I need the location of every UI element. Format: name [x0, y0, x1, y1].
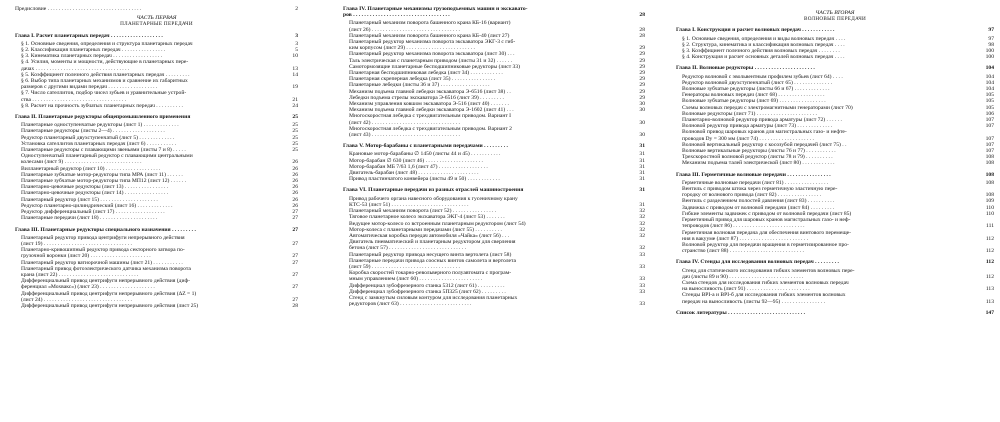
- entry-title: Планетарные редукторы (листы 2—4) . . . . . . . . . . . . . . . . . . .: [21, 128, 165, 135]
- entry-title: Планетарно-цевочные редукторы (лист 14) . . . . . . . . . . . . . . . .: [21, 190, 169, 197]
- entry-title: тепроводов (лист 86) . . . . . . . . . . . . . . . . . . . . . . . . . .: [682, 223, 805, 230]
- toc-entry: [15, 303, 298, 309]
- entry-page: 110: [985, 210, 994, 217]
- toc-column-3: [676, 6, 994, 318]
- entry-title: Механизм подъема талей электрической (лист 80) . . . . . . . . . . . .: [682, 160, 835, 167]
- entry-title: Планетарные зубчатые мотор-редукторы типа МП12 (лист 12) . . . . . .: [21, 178, 187, 185]
- entry-page: 108: [985, 192, 994, 199]
- entry-page: 27: [292, 284, 298, 291]
- part-name: ВОЛНОВЫЕ ПЕРЕДАЧИ: [803, 16, 867, 23]
- toc-list: [15, 122, 298, 221]
- entry-title: Трехскоростной волновой редуктор (листы 78 и 79) . . . . . . . . . .: [682, 154, 833, 161]
- entry-title: Планетарная бесподшипниковая лебедка (лист 34) . . . . . . . . . . . .: [349, 70, 503, 77]
- entry-title: Планетарные лебедки (листы 36 и 37) . . . . . . . . . . . . . . . . . .: [349, 82, 490, 89]
- entry-title: Планетарный редуктор привода несущего винта вертолета (лист 58): [349, 251, 512, 258]
- chapter-heading: [15, 114, 298, 120]
- entry-title: (лист 19) . . . . . . . . . . . . . . . . . . . . . . . . . . . . . . . .: [21, 240, 132, 247]
- entry-page: 29: [639, 57, 645, 64]
- part-name: ПЛАНЕТАРНЫЕ ПЕРЕДАЧИ: [120, 21, 193, 28]
- entry-title: Глава IV. Стенды для исследования волновых передач . . . . . . . . .: [676, 259, 839, 266]
- entry-title: Герметичная волновая передача для обеспечения винтового перемеще-: [682, 229, 851, 236]
- entry-title: Установка сателлитов планетарных передач (лист 6) . . . . . . . . . . .: [21, 140, 177, 147]
- entry-title: Стенд с замкнутым силовым контуром для исследования планетарных: [349, 294, 518, 301]
- toc-entry: [15, 103, 298, 109]
- entry-title: Герметичный привод для шаровых кранов магистральных газо- и неф-: [682, 217, 851, 224]
- entry-page: 29: [639, 45, 645, 52]
- entry-page: 33: [639, 301, 645, 308]
- entry-page: 30: [639, 107, 645, 114]
- entry-page: 31: [639, 201, 645, 208]
- entry-page: 5: [295, 47, 298, 54]
- entry-page: 3: [295, 40, 298, 47]
- entry-page: 108: [985, 171, 994, 178]
- entry-title: Редуктор волновой двухступенчатый (лист 65) . . . . . . . . . . . . . .: [682, 79, 832, 86]
- entry-page: 33: [639, 276, 645, 283]
- entry-title: § 4. Конструкция и расчет основных деталей волновых передач . . . .: [682, 54, 845, 61]
- entry-page: 31: [639, 170, 645, 177]
- chapter-heading: [676, 27, 994, 33]
- entry-title: Многоскоростная лебедка с трехдвигательным приводом. Вариант 2: [349, 125, 512, 132]
- chapter-heading-continued: [343, 12, 645, 18]
- entry-page: 100: [985, 48, 994, 55]
- entry-page: 113: [985, 298, 994, 305]
- entry-title: Глава I. Конструкция и расчет волновых передач . . . . . . . . . . . .: [676, 27, 835, 34]
- part-title: ЧАСТЬ ПЕРВАЯ: [136, 15, 177, 22]
- entry-title: Редуктор волновой с эвольвентным профилем зубьев (лист 64) . . . .: [682, 73, 843, 80]
- entry-title: Глава V. Мотор-барабаны с планетарными передачами . . . . . . . . .: [343, 143, 508, 150]
- entry-title: Редуктор планетарно-цилиндрический (лист 16) . . . . . . . . . . . . .: [21, 202, 173, 209]
- entry-title: Мотор-колеса с планетарными передачами (лист 55) . . . . . . . . . .: [349, 226, 502, 233]
- entry-page: 26: [292, 159, 298, 166]
- entry-title: § 2. Классификация планетарных передач . . . . . . . . . . . . . . . .: [21, 47, 166, 54]
- entry-title: Глава III. Герметичные волновые передачи . . . . . . . . . . . . . . . .: [676, 171, 831, 178]
- entry-title: Мотор-барабан МБ 7/63 1,6 (лист 47) . . . . . . . . . . . . . . . . . .: [349, 163, 488, 170]
- entry-title: (лист 26) . . . . . . . . . . . . . . . . . . . . . . . . . . . . . . . .: [349, 26, 460, 33]
- chapter-heading: [676, 259, 994, 265]
- entry-title: Двигатель-барабан (лист 48) . . . . . . . . . . . . . . . . . . . . . .: [349, 170, 479, 177]
- entry-title: Крановые мотор-барабаны ∅ 1450 (листы 44 и 45) . . . . . . . . . . .: [349, 151, 501, 158]
- entry-page: 107: [985, 148, 994, 155]
- entry-page: 28: [639, 26, 645, 33]
- entry-page: 13: [292, 65, 298, 72]
- entry-title: дачах . . . . . . . . . . . . . . . . . . . . . . . . . . . . . . . . . .: [21, 65, 130, 72]
- entry-page: 109: [985, 198, 994, 205]
- entry-title: Привод рабочего органа навесного оборудования к гусеничному крану: [349, 195, 518, 202]
- entry-page: 31: [639, 187, 645, 194]
- entry-title: проводов Dу = 300 мм (лист 74) . . . . . . . . . . . . . . . . . . . .: [682, 135, 814, 142]
- toc-entry: [343, 132, 645, 138]
- entry-title: (лист 24) . . . . . . . . . . . . . . . . . . . . . . . . . . . . . . . .: [21, 296, 132, 303]
- entry-title: Планетарный привод фотоэлектрического датчика механизма поворота: [21, 265, 191, 272]
- entry-title: Волновые зубчатые редукторы (лист 69) . . . . . . . . . . . . . . . . .: [682, 98, 826, 105]
- entry-page: 26: [292, 171, 298, 178]
- entry-title: Планетарный механизм поворота (лист 52) . . . . . . . . . . . . . . . .: [349, 208, 497, 215]
- entry-page: 32: [639, 208, 645, 215]
- entry-page: 105: [985, 98, 994, 105]
- toc-entry: [343, 301, 645, 307]
- chapter-heading: [15, 227, 298, 233]
- toc-entry: [676, 160, 994, 166]
- entry-page: 31: [639, 151, 645, 158]
- entry-title: § 3. Кинематика планетарных передач . . . . . . . . . . . . . . . . . .: [21, 53, 163, 60]
- toc-entry: [676, 54, 994, 60]
- entry-page: 30: [639, 132, 645, 139]
- entry-title: Таль электрическая с планетарным приводом (листы 31 и 32) . . . . . .: [349, 57, 513, 64]
- toc-list: [676, 268, 994, 305]
- toc-entry-preface: [15, 6, 298, 12]
- entry-title: Автоматическая коробка передач автомобиля «Чайка» (лист 56) . . .: [349, 232, 510, 239]
- entry-title: Планетарные зубчатые мотор-редукторы типа МРА (лист 11) . . . . . .: [21, 171, 183, 178]
- entry-page: 27: [292, 240, 298, 247]
- entry-page: 28: [639, 12, 645, 19]
- entry-page: 112: [985, 235, 994, 242]
- entry-title: Схема стендов для исследования гибких элементов волновых передач: [682, 279, 849, 286]
- entry-title: ференциал «Мохвакс») (лист 23) . . . . . . . . . . . . . . . . . . . .: [21, 284, 155, 291]
- entry-title: бетона (лист 57) . . . . . . . . . . . . . . . . . . . . . . . . . . . .: [349, 245, 467, 252]
- entry-page: 147: [985, 309, 994, 316]
- entry-page: 107: [985, 141, 994, 148]
- toc-list: [676, 74, 994, 167]
- entry-title: Планетарный механизм поворота башенного крана КБ-40 (лист 27): [349, 32, 510, 39]
- entry-page: 97: [988, 35, 994, 42]
- entry-page: 106: [985, 110, 994, 117]
- entry-title: Глава II. Планетарные редукторы общепромышленного применения: [15, 114, 191, 121]
- part-title: ЧАСТЬ ВТОРАЯ: [815, 10, 855, 16]
- entry-page: 104: [985, 79, 994, 86]
- toc-list: [343, 196, 645, 308]
- entry-title: § 7. Число сателлитов, подбор чисел зубьев и уравнительные устрой-: [21, 90, 187, 97]
- toc-list: [15, 41, 298, 109]
- entry-page: 26: [292, 165, 298, 172]
- entry-page: 29: [639, 51, 645, 58]
- entry-page: 25: [292, 147, 298, 154]
- entry-page: 3: [295, 32, 298, 39]
- entry-title: Стенд для статического исследования гибких элементов волновых пере-: [682, 267, 855, 274]
- entry-page: 27: [292, 215, 298, 222]
- entry-title: § 8. Расчет на прочность зубчатых планетарных передач . . . . . . . . . .: [21, 102, 183, 109]
- entry-page: 104: [985, 86, 994, 93]
- entry-title: Дифференциал зубофрезерного станка 5312 (лист 61) . . . . . . . . . .: [349, 282, 505, 289]
- entry-title: Дифференциальный привод центрифуги непрерывного действия (ΔZ = 1): [21, 290, 197, 297]
- entry-title: (лист 59) . . . . . . . . . . . . . . . . . . . . . . . . . . . . . . . .: [349, 263, 460, 270]
- entry-page: 27: [292, 253, 298, 260]
- entry-title: дач (листы 89 и 90) . . . . . . . . . . . . . . . . . . . . . . . . . . .: [682, 273, 804, 280]
- toc-entry-literature: [676, 310, 994, 316]
- entry-title: Стенды ВРI-а и ВРI-б для исследования гибких элементов волновых: [682, 292, 846, 299]
- entry-page: 2: [295, 6, 298, 12]
- entry-title: § 6. Выбор типа планетарных механизмов и сравнение их габаритных: [21, 78, 188, 85]
- entry-page: 108: [985, 179, 994, 186]
- entry-page: 29: [639, 82, 645, 89]
- entry-title: Волновой редуктор привода арматуры (лист 73) . . . . . . . . . . . . .: [682, 123, 833, 130]
- entry-title: передач на выносливость (листы 92—95) . . . . . . . . . . . . . . . .: [682, 298, 826, 305]
- entry-page: 26: [292, 190, 298, 197]
- chapter-heading: [343, 187, 645, 193]
- entry-title: Планетарные редукторы с плавающими звеньями (листы 7 и 8) . . . . .: [21, 147, 186, 154]
- entry-page: 105: [985, 104, 994, 111]
- entry-title: Список литературы . . . . . . . . . . . . . . . . . . . . . . . . . . . .: [676, 309, 806, 316]
- entry-title: Герметичные волновые передачи (лист 81) . . . . . . . . . . . . . . . .: [682, 179, 829, 186]
- toc-entry: [676, 299, 994, 305]
- entry-page: 26: [292, 178, 298, 185]
- entry-title: Редуктор дифференциальный (лист 17) . . . . . . . . . . . . . . . . . .: [21, 209, 165, 216]
- entry-page: 26: [292, 184, 298, 191]
- entry-page: 32: [639, 232, 645, 239]
- entry-page: 113: [985, 286, 994, 293]
- toc-list: [343, 151, 645, 182]
- entry-title: Одноступенчатый планетарный редуктор с плавающими центральными: [21, 153, 193, 160]
- entry-page: 112: [985, 248, 994, 255]
- toc-list: [15, 235, 298, 309]
- entry-title: Схемы волновых передач с электромагнитными генераторами (лист 70): [682, 104, 853, 111]
- entry-page: 25: [292, 122, 298, 129]
- entry-page: 25: [292, 114, 298, 121]
- entry-title: (лист 42) . . . . . . . . . . . . . . . . . . . . . . . . . . . . . . . .: [349, 119, 460, 126]
- entry-title: Ведущее мотор-колесо со встроенным планетарным редуктором (лист 54): [349, 220, 526, 227]
- entry-page: 27: [292, 209, 298, 216]
- entry-title: Редуктор планетарный двухступенчатый (лист 5) . . . . . . . . . . . . .: [21, 134, 175, 141]
- entry-page: 10: [292, 53, 298, 60]
- entry-title: § 4. Усилия, моменты и мощности, действующие в планетарных пере-: [21, 59, 189, 66]
- entry-title: Вилланетарный редуктор (лист 10) . . . . . . . . . . . . . . . . . . . .: [21, 165, 161, 172]
- entry-page: 31: [639, 157, 645, 164]
- entry-title: Планетарный редуктор привода центрифуги непрерывного действия: [21, 234, 185, 241]
- entry-page: 105: [985, 92, 994, 99]
- entry-title: ства . . . . . . . . . . . . . . . . . . . . . . . . . . . . . . . . . .: [21, 96, 127, 103]
- entry-title: Планетарные передачи привода соосных винтов самолета и вертолета: [349, 257, 516, 264]
- entry-page: 26: [292, 196, 298, 203]
- entry-title: Планетарные одноступенчатые редукторы (лист 1) . . . . . . . . . . . . .: [21, 122, 179, 129]
- entry-page: 29: [639, 88, 645, 95]
- entry-title: мным управлением (лист 60) . . . . . . . . . . . . . . . . . . . . . . .: [349, 276, 483, 283]
- entry-title: § 2. Структура, кинематика и классификация волновых передач . . . .: [682, 41, 845, 48]
- toc-entry: [343, 176, 645, 182]
- entry-page: 108: [985, 160, 994, 167]
- entry-page: 27: [292, 259, 298, 266]
- entry-title: Волновой вертикальный редуктор с косозубой передачей (лист 75) . .: [682, 141, 847, 148]
- entry-page: 29: [639, 94, 645, 101]
- entry-page: 107: [985, 123, 994, 130]
- entry-page: 27: [292, 226, 298, 233]
- entry-title: Планетарный редуктор ватиорочной машины (лист 21) . . . . . . . . . . .: [21, 259, 183, 266]
- entry-title: Механизм управления ковшом экскаватора Э-516 (лист 40) . . . . . . .: [349, 101, 509, 108]
- entry-page: 104: [985, 65, 994, 72]
- entry-title: Планетарно-кривошипный редуктор привода секторного затвора по-: [21, 247, 185, 254]
- entry-title: Глава III. Планетарные редукторы специального назначения . . . . . . . . .: [15, 226, 196, 233]
- entry-title: § 5. Коэффициент полезного действия планетарных передач . . . . . . . . .: [21, 71, 190, 78]
- entry-page: 27: [292, 271, 298, 278]
- entry-page: 112: [985, 259, 994, 266]
- entry-page: 14: [292, 71, 298, 78]
- entry-title: § 1. Основные сведения, определения и структура планетарных передач: [21, 40, 193, 47]
- entry-title: Вентиль с приводом штока через герметичную эластичную пере-: [682, 186, 838, 193]
- entry-title: на выносливость (лист 91) . . . . . . . . . . . . . . . . . . . . . . .: [682, 286, 810, 293]
- chapter-heading: [15, 33, 298, 39]
- entry-title: Дифференциальный привод центрифуги непрерывного действия (лист 25): [21, 302, 199, 309]
- entry-title: Волновые зубчатые редукторы (листы 66 и 67) . . . . . . . . . . . . .: [682, 86, 830, 93]
- entry-title: Тяговое планетарное колесо экскаватора ЭКГ-4 (лист 53) . . . . . . .: [349, 214, 505, 221]
- entry-page: 33: [639, 263, 645, 270]
- toc-entry: [676, 248, 994, 254]
- entry-title: колесами (лист 9) . . . . . . . . . . . . . . . . . . . . . . . . . . . .: [21, 159, 142, 166]
- entry-page: 97: [988, 27, 994, 34]
- entry-page: 28: [639, 32, 645, 39]
- entry-page: 29: [639, 70, 645, 77]
- entry-title: Привод пластинчатого конвейера (листы 49 и 50) . . . . . . . . . . . .: [349, 176, 500, 183]
- toc-column-1: [15, 6, 298, 309]
- entry-page: 21: [292, 96, 298, 103]
- entry-title: Вентиль с разделением полостей давления (лист 83) . . . . . . . . . .: [682, 198, 835, 205]
- entry-title: Волновые вертикальные редукторы (листы 76 и 77) . . . . . . . . . . .: [682, 148, 836, 155]
- entry-page: 29: [639, 76, 645, 83]
- entry-title: Планетарный редуктор механизма поворота экскаватора ЭКГ-3 с гиб-: [349, 39, 516, 46]
- entry-page: 31: [639, 143, 645, 150]
- entry-title: Мотор-барабан ∅ 630 (лист 46) . . . . . . . . . . . . . . . . . . . . .: [349, 157, 483, 164]
- entry-title: § 3. Коэффициент полезного действия волновых передач . . . . . . . .: [682, 48, 840, 55]
- entry-page: 32: [639, 245, 645, 252]
- entry-page: 19: [292, 84, 298, 91]
- toc-column-2: [343, 6, 645, 307]
- entry-title: Глава I. Расчет планетарных передач . . . . . . . . . . . . . . . . . . .: [15, 32, 163, 39]
- entry-title: Планетарная скреперная лебедка (лист 35) . . . . . . . . . . . . . . . .: [349, 76, 496, 83]
- entry-title: ким корпусом (лист 29) . . . . . . . . . . . . . . . . . . . . . . . . .: [349, 45, 475, 52]
- entry-page: 29: [639, 63, 645, 70]
- entry-title: Лебедки подъема стрелы экскаватора Э-6516 (лист 39) . . . . . . . . .: [349, 94, 504, 101]
- entry-page: 32: [639, 226, 645, 233]
- entry-title: § 1. Основные сведения, определения и виды волновых передач . . . .: [682, 35, 846, 42]
- entry-title: Волновые редукторы (лист 71) . . . . . . . . . . . . . . . . . . . . . .: [682, 110, 817, 117]
- entry-page: 110: [985, 204, 994, 211]
- entry-title: Самотормозящие планетарные бесподшипниковые редукторы (лист 33): [349, 63, 521, 70]
- entry-title: (лист 43) . . . . . . . . . . . . . . . . . . . . . . . . . . . . . . . .: [349, 132, 460, 139]
- entry-title: Планетарные передачи (лист 18) . . . . . . . . . . . . . . . . . . . . .: [21, 215, 158, 222]
- entry-title: Планетарный редуктор (лист 15) . . . . . . . . . . . . . . . . . . . . .: [21, 196, 158, 203]
- entry-page: 28: [292, 302, 298, 309]
- entry-title: Дифференциальный привод центрифуги непрерывного действия (диф-: [21, 278, 190, 285]
- entry-page: 112: [985, 273, 994, 280]
- entry-page: 32: [639, 220, 645, 227]
- entry-page: 33: [639, 282, 645, 289]
- entry-page: 32: [639, 214, 645, 221]
- entry-title: ния в вакууме (лист 87) . . . . . . . . . . . . . . . . . . . . . . . . .: [682, 235, 808, 242]
- entry-page: 100: [985, 54, 994, 61]
- entry-title: Дифференциал зубофрезерного станка 5П325 (лист 62) . . . . . . . . .: [349, 288, 506, 295]
- entry-title: редукторов (лист 63) . . . . . . . . . . . . . . . . . . . . . . . . . .: [349, 301, 472, 308]
- chapter-heading: [676, 172, 994, 178]
- entry-page: 107: [985, 135, 994, 142]
- entry-page: 104: [985, 73, 994, 80]
- toc-entry: [15, 215, 298, 221]
- entry-title: Глава IV. Планетарные механизмы грузоподъемных машин и экскавато-: [343, 6, 528, 12]
- entry-title: Многоскоростная лебедка с трехдвигательным приводом. Вариант I: [349, 113, 512, 120]
- entry-page: 31: [639, 163, 645, 170]
- entry-title: Механизм подъема главной лебедки экскаватора Э-1602 (лист 41) . . .: [349, 107, 514, 114]
- toc-list: [676, 180, 994, 254]
- entry-page: 26: [292, 202, 298, 209]
- entry-page: 30: [639, 119, 645, 126]
- entry-page: 107: [985, 117, 994, 124]
- toc-list: [676, 36, 994, 61]
- entry-page: 25: [292, 128, 298, 135]
- entry-page: 31: [639, 176, 645, 183]
- entry-title: городку от волнового привода (лист 82) . . . . . . . . . . . . . . . .: [682, 192, 822, 199]
- entry-title: размеров с другими видами передач . . . . . . . . . . . . . . . . . .: [21, 84, 158, 91]
- toc-list: [343, 20, 645, 138]
- entry-title: Волновой привод шаровых кранов для магистральных газо- и нефте-: [682, 129, 847, 136]
- entry-title: крана (лист 22) . . . . . . . . . . . . . . . . . . . . . . . . . . . . .: [21, 271, 139, 278]
- entry-page: 30: [639, 101, 645, 108]
- entry-page: 108: [985, 154, 994, 161]
- entry-title: Задвижка с приводом от волновой передачи (лист 84) . . . . . . . . .: [682, 204, 835, 211]
- chapter-heading: [343, 143, 645, 149]
- entry-title: Волновой редуктор для передачи вращения в герметизированное про-: [682, 241, 849, 248]
- entry-title: Двигатель пневматический и планетарным редуктором для сверления: [349, 239, 516, 246]
- entry-title: Глава II. Волновые редукторы . . . . . . . . . . . . . . . . . . . . . .: [676, 65, 815, 72]
- entry-page: 24: [292, 102, 298, 109]
- chapter-heading: [676, 65, 994, 71]
- entry-title: Предисловие . . . . . . . . . . . . . . . . . . . . . . . . . . . . . . . . . .: [15, 6, 142, 12]
- entry-title: Планетарный механизм поворота башенного крана КБ-16 (вариант): [349, 20, 511, 27]
- entry-title: странство (лист 88) . . . . . . . . . . . . . . . . . . . . . . . . . . .: [682, 248, 804, 255]
- entry-page: 111: [986, 223, 994, 230]
- entry-title: Генераторы волновых передач (лист 68) . . . . . . . . . . . . . . . . .: [682, 92, 825, 99]
- entry-page: 33: [639, 251, 645, 258]
- entry-page: 27: [292, 296, 298, 303]
- entry-title: Планетарно-цевочные редукторы (лист 13) . . . . . . . . . . . . . . . .: [21, 184, 169, 191]
- entry-title: КТС-53 (лист 51) . . . . . . . . . . . . . . . . . . . . . . . . . . . .: [349, 201, 469, 208]
- entry-title: Гибкие элементы задвижек с приводом от волновой передачи (лист 85): [682, 210, 852, 217]
- entry-title: Планетарный редуктор механизма поворота экскаватора (лист 30) . . .: [349, 51, 515, 58]
- entry-page: 33: [639, 288, 645, 295]
- entry-page: 25: [292, 140, 298, 147]
- entry-title: грузочной воронки (лист 20) . . . . . . . . . . . . . . . . . . . . . .: [21, 253, 151, 260]
- entry-title: ров . . . . . . . . . . . . . . . . . . . . . . . . . . . . . . . . . . .: [343, 12, 450, 19]
- entry-title: Планетарно-волновой редуктор привода арматуры (лист 72) . . . . . .: [682, 117, 842, 124]
- entry-title: Механизм подъема главной лебедки экскаватора Э-6516 (лист 38) . .: [349, 88, 511, 95]
- entry-page: 25: [292, 134, 298, 141]
- entry-title: Коробка скоростей токарно-револьверного полуавтомата с програм-: [349, 270, 512, 277]
- entry-page: 98: [988, 41, 994, 48]
- entry-title: Глава VI. Планетарные передачи из разных отраслей машиностроения: [343, 187, 524, 194]
